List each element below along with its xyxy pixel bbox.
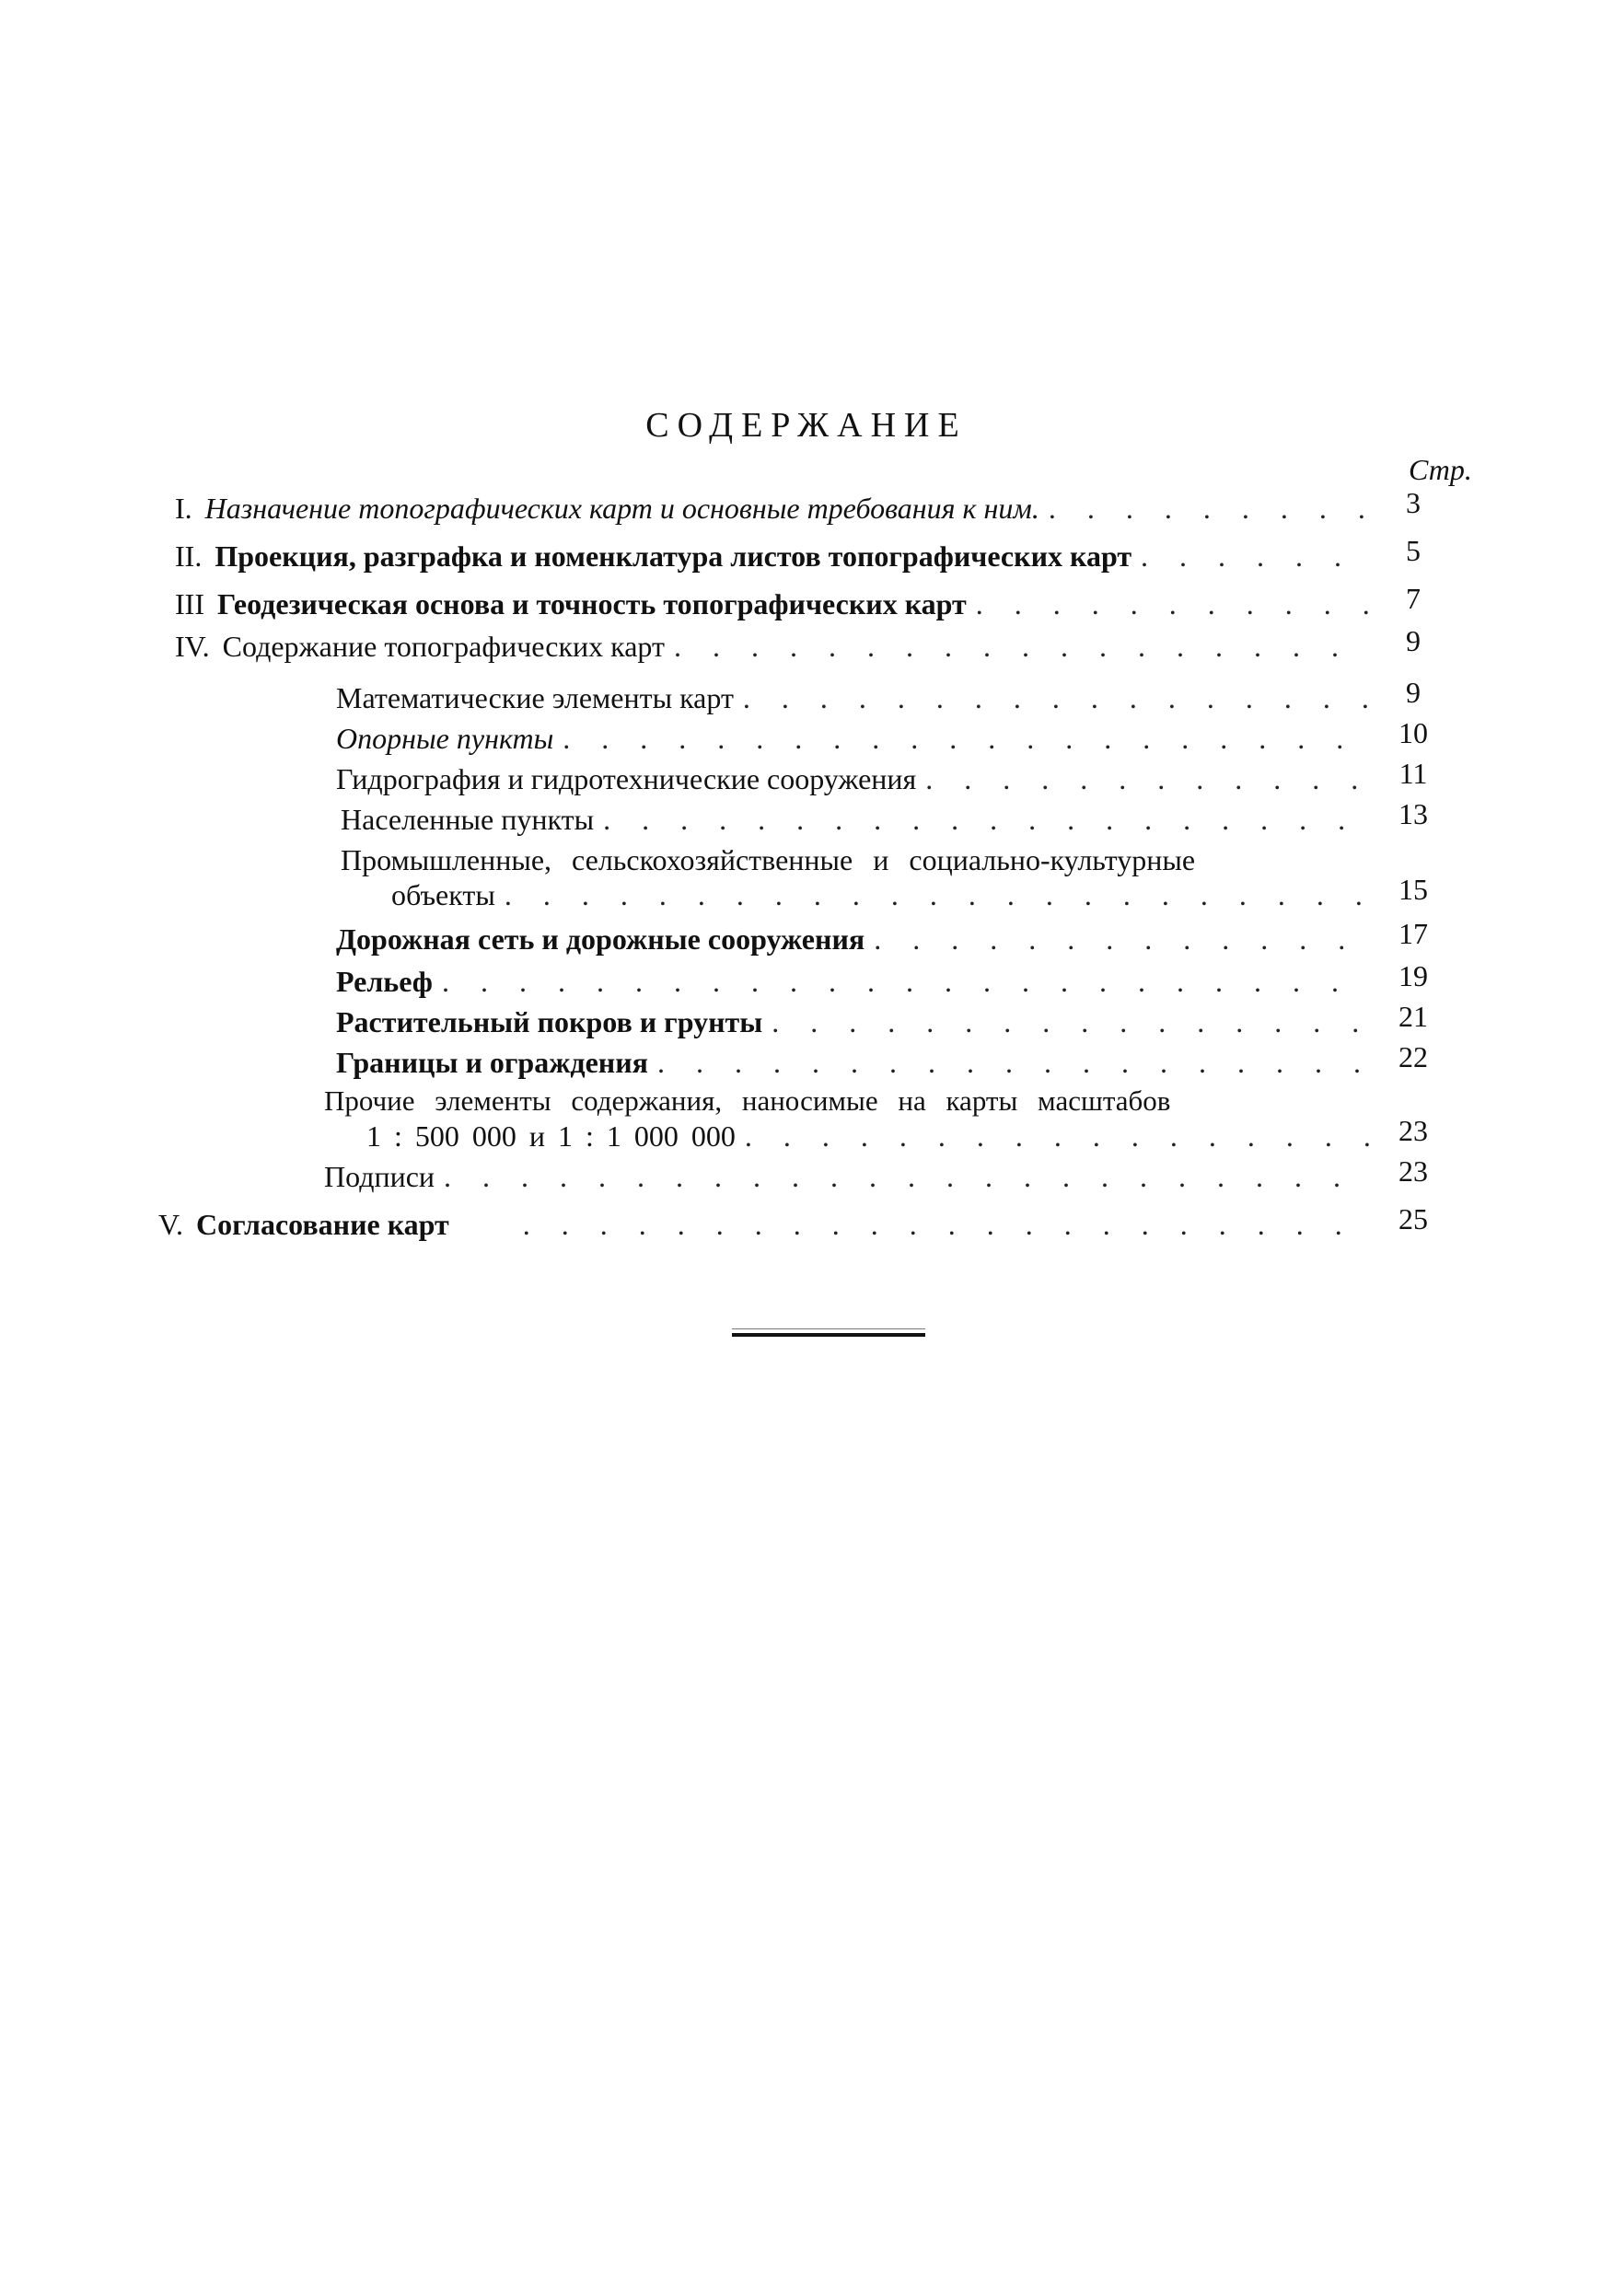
toc-entry-label: Согласование карт <box>195 1208 449 1241</box>
dot-leader <box>603 801 1372 838</box>
dot-leader <box>874 921 1372 957</box>
toc-entry-label-continued: 1 : 500 000 и 1 : 1 000 000 <box>366 1119 736 1153</box>
dot-leader <box>772 1003 1372 1040</box>
toc-entry-label: Прочие элементы содержания, наносимые на карты масштабов <box>324 1084 1171 1117</box>
toc-entry-label: Назначение топографических карт и основные требования к ним. <box>204 492 1039 525</box>
dot-leader <box>657 1044 1372 1081</box>
dot-leader <box>442 963 1372 1000</box>
toc-entry-page: 23 <box>1398 1154 1428 1188</box>
dot-leader <box>745 1118 1372 1154</box>
toc-entry-label: Геодезическая основа и точность топографических карт <box>216 587 967 620</box>
toc-entry-label: Опорные пункты <box>336 722 554 755</box>
toc-entry-label: Содержание топографических карт <box>222 630 665 663</box>
toc-entry-page: 13 <box>1398 797 1428 830</box>
toc-entry-label: Населенные пункты <box>341 803 595 836</box>
toc-subentry-industrial-cont <box>391 876 1381 913</box>
toc-entry-number: V. <box>158 1208 183 1241</box>
toc-entry-label: Математические элементы карт <box>336 681 734 714</box>
toc-entry-page: 21 <box>1398 1000 1428 1033</box>
toc-subentry-relief <box>336 963 1381 1000</box>
toc-entry-label: Дорожная сеть и дорожные сооружения <box>336 922 865 956</box>
toc-subentry-settlements <box>341 801 1381 838</box>
toc-entry-page: 5 <box>1406 534 1421 567</box>
toc-entry-label-continued: объекты <box>391 878 495 911</box>
toc-subentry-control-points <box>336 720 1381 757</box>
toc-subentry-hydrography <box>336 760 1381 797</box>
toc-entry-label: Гидрография и гидротехнические сооружения <box>336 762 917 795</box>
dot-leader <box>1049 490 1372 527</box>
toc-entry-page: 23 <box>1398 1114 1428 1147</box>
toc-subentry-roads <box>336 921 1381 957</box>
end-rule-thin <box>732 1328 925 1329</box>
toc-subentry-math <box>336 679 1381 716</box>
page-column-label: Стр. <box>1409 453 1472 486</box>
page-title: СОДЕРЖАНИЕ <box>645 406 968 445</box>
toc-entry-label: Границы и ограждения <box>336 1046 648 1079</box>
toc-entry-label: Подписи <box>324 1160 435 1193</box>
toc-entry-page: 25 <box>1398 1202 1428 1235</box>
toc-entry-1 <box>175 490 1381 527</box>
toc-entry-5 <box>158 1206 1381 1243</box>
toc-entry-label: Растительный покров и грунты <box>336 1005 763 1038</box>
toc-entry-page: 9 <box>1406 676 1421 709</box>
toc-subentry-industrial <box>341 841 1381 878</box>
toc-entry-4 <box>175 628 1381 665</box>
toc-entry-page: 7 <box>1406 582 1421 615</box>
dot-leader <box>743 679 1372 716</box>
toc-entry-page: 9 <box>1406 624 1421 657</box>
toc-entry-page: 17 <box>1398 917 1428 950</box>
toc-subentry-other-elements <box>324 1083 1376 1119</box>
dot-leader <box>563 720 1372 757</box>
toc-entry-number: III <box>175 587 204 620</box>
end-rule <box>732 1333 925 1337</box>
toc-entry-page: 22 <box>1398 1040 1428 1073</box>
toc-entry-page: 15 <box>1398 873 1428 906</box>
toc-subentry-labels <box>324 1158 1381 1195</box>
toc-entry-page: 19 <box>1398 959 1428 992</box>
dot-leader <box>444 1158 1372 1195</box>
toc-entry-label: Рельеф <box>336 965 433 998</box>
toc-entry-3 <box>175 586 1381 622</box>
dot-leader <box>505 876 1372 913</box>
toc-entry-page: 3 <box>1406 486 1421 519</box>
dot-leader <box>523 1206 1372 1243</box>
toc-entry-2 <box>175 538 1381 574</box>
toc-entry-label: Промышленные, сельскохозяйственные и социально-культурные <box>341 843 1196 876</box>
dot-leader <box>925 760 1372 797</box>
toc-subentry-boundaries <box>336 1044 1381 1081</box>
toc-entry-label: Проекция, разграфка и номенклатура листов топографических карт <box>215 539 1132 573</box>
toc-subentry-vegetation <box>336 1003 1381 1040</box>
toc-subentry-other-elements-cont <box>366 1118 1381 1154</box>
toc-entry-page: 11 <box>1398 757 1428 790</box>
toc-entry-number: I. <box>175 492 192 525</box>
toc-entry-number: IV. <box>175 630 210 663</box>
toc-entry-number: II. <box>175 539 203 573</box>
toc-entry-page: 10 <box>1398 716 1428 749</box>
dot-leader <box>674 628 1372 665</box>
dot-leader <box>976 586 1372 622</box>
dot-leader <box>1141 538 1372 574</box>
